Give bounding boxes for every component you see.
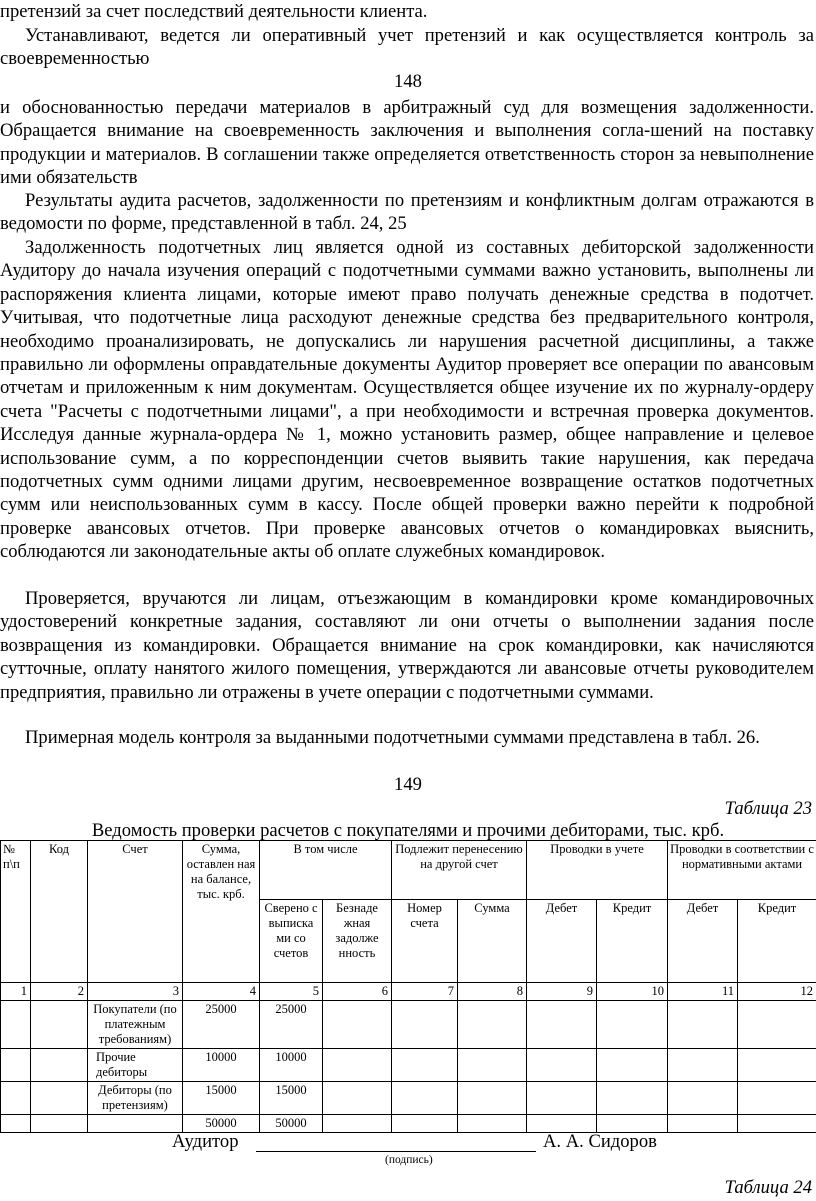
- table-row: [1, 1049, 816, 1082]
- row-account: Дебиторы (по претензиям): [88, 1082, 183, 1115]
- col-number: 11: [668, 983, 738, 1001]
- next-table-caption: Таблица 24: [724, 1177, 812, 1198]
- col-number: 12: [738, 983, 816, 1001]
- row-balance: 50000: [183, 1115, 260, 1133]
- col-number: 2: [31, 983, 88, 1001]
- table-title: Ведомость проверки расчетов с покупателями и прочими дебиторами, тыс. крб.: [91, 820, 725, 841]
- paragraph-4: Результаты аудита расчетов, задолженности по претензиям и конфликтным долгам отражаются в ведомости по форме, представленной в табл. 24, 25: [0, 190, 814, 235]
- table-row-total: [1, 1115, 816, 1133]
- paragraph-6: Проверяется, вручаются ли лицам, отъезжающим в командировки кроме командировочных удостоверений конкретные задания, составляют ли они отчеты о выполнении задания после возвращения из командировки. Обращается внимание на срок командировки, как начисляются сутточные, оплату нанятого жилого помещения, утверждаются ли авансовые отчеты руководителем предприятия, правильно ли отражены в учете операции с подотчетными суммами.: [0, 588, 814, 703]
- row-balance: 15000: [183, 1082, 260, 1115]
- col-number: 8: [458, 983, 527, 1001]
- col-number: 7: [392, 983, 458, 1001]
- header-normative: Проводки в соответствии с нормативными актами: [668, 841, 816, 900]
- paragraph-3: и обоснованностью передачи материалов в арбитражный суд для возмещения задолженности. Обращается внимание на своевременность заключения и выполнения согла-шений на поставку продукции и материалов. В соглашении также определяется ответственность сторон за невыполнение ими обязательств: [0, 97, 814, 189]
- col-number: 1: [1, 983, 31, 1001]
- header-code: Код: [31, 841, 88, 983]
- header-sum: Сумма: [458, 900, 527, 983]
- paragraph-5: Задолженность подотчетных лиц является одной из составных дебиторской задолженности Аудитору до начала изучения операций с подотчетными суммами важно установить, выполнены ли распоряжения клиента лицами, которые имеют право получать денежные средства в подотчет. Учитывая, что подотчетные лица расходуют денежные средства без предварительного контроля, необходимо проанализировать, не допускались ли нарушения расчетной дисциплины, а также правильно ли оформлены оправдательные документы Аудитор проверяет все операции по авансовым отчетам и приложенным к ним документам. Осуществляется общее изучение их по журналу-ордеру счета "Расчеты с подотчетными лицами", а при необходимости и встречная проверка документов. Исследуя данные журнала-ордера № 1, можно установить размер, общее направление и целевое использование сумм, а по корреспонденции счетов выявить такие нарушения, как передача подотчетных сумм одними лицами другим, несвоевременное возвращение остатков подотчетных сумм или неиспользованных сумм в кассу. После общей проверки важно перейти к подробной проверке авансовых отчетов. При проверке авансовых отчетов о командировках выяснить, соблюдаются ли законодательные акты об оплате служебных командировок.: [0, 237, 814, 563]
- table-row: [1, 1082, 816, 1115]
- header-row-1: [1, 841, 816, 900]
- header-debit-1: Дебет: [527, 900, 597, 983]
- paragraph-2: Устанавливают, ведется ли оперативный учет претензий и как осуществляется контроль за своевременностью: [0, 25, 814, 70]
- row-account: Покупатели (по платежным требованиям): [88, 1001, 183, 1049]
- page-number-148: 148: [394, 71, 422, 92]
- header-balance: Сумма, оставлен ная на балансе, тыс. крб.: [183, 841, 260, 983]
- paragraph-1: претензий за счет последствий деятельности клиента.: [0, 1, 428, 22]
- col-number: 4: [183, 983, 260, 1001]
- col-number: 3: [88, 983, 183, 1001]
- header-including: В том числе: [260, 841, 392, 900]
- row-reconciled: 50000: [260, 1115, 323, 1133]
- row-balance: 10000: [183, 1049, 260, 1082]
- header-credit-1: Кредит: [597, 900, 668, 983]
- row-reconciled: 10000: [260, 1049, 323, 1082]
- col-number: 5: [260, 983, 323, 1001]
- header-no: № п\п: [1, 841, 31, 983]
- col-number: 9: [527, 983, 597, 1001]
- header-reconciled: Сверено с выписка ми со счетов: [260, 900, 323, 983]
- header-account: Счет: [88, 841, 183, 983]
- row-account: [88, 1115, 183, 1133]
- paragraph-7: Примерная модель контроля за выданными подотчетными суммами представлена в табл. 26.: [25, 727, 760, 748]
- row-reconciled: 25000: [260, 1001, 323, 1049]
- row-account: Прочие дебиторы: [88, 1049, 183, 1082]
- page-number-149: 149: [394, 774, 422, 795]
- col-number: 10: [597, 983, 668, 1001]
- header-postings: Проводки в учете: [527, 841, 668, 900]
- table-row: [1, 1001, 816, 1049]
- audit-table: [0, 840, 816, 1133]
- row-reconciled: 15000: [260, 1082, 323, 1115]
- row-balance: 25000: [183, 1001, 260, 1049]
- signature-caption: (подпись): [385, 1154, 433, 1166]
- header-hopeless: Безнаде жная задолже нность: [323, 900, 392, 983]
- header-debit-2: Дебет: [668, 900, 738, 983]
- signature-label: Аудитор: [172, 1131, 239, 1152]
- header-credit-2: Кредит: [738, 900, 816, 983]
- table-caption: Таблица 23: [724, 798, 812, 819]
- signature-name: А. А. Сидоров: [543, 1131, 657, 1152]
- header-transfer: Подлежит перенесению на другой счет: [392, 841, 527, 900]
- col-number: 6: [323, 983, 392, 1001]
- header-number: Номер счета: [392, 900, 458, 983]
- signature-underline: [256, 1151, 536, 1152]
- column-number-row: [1, 983, 816, 1001]
